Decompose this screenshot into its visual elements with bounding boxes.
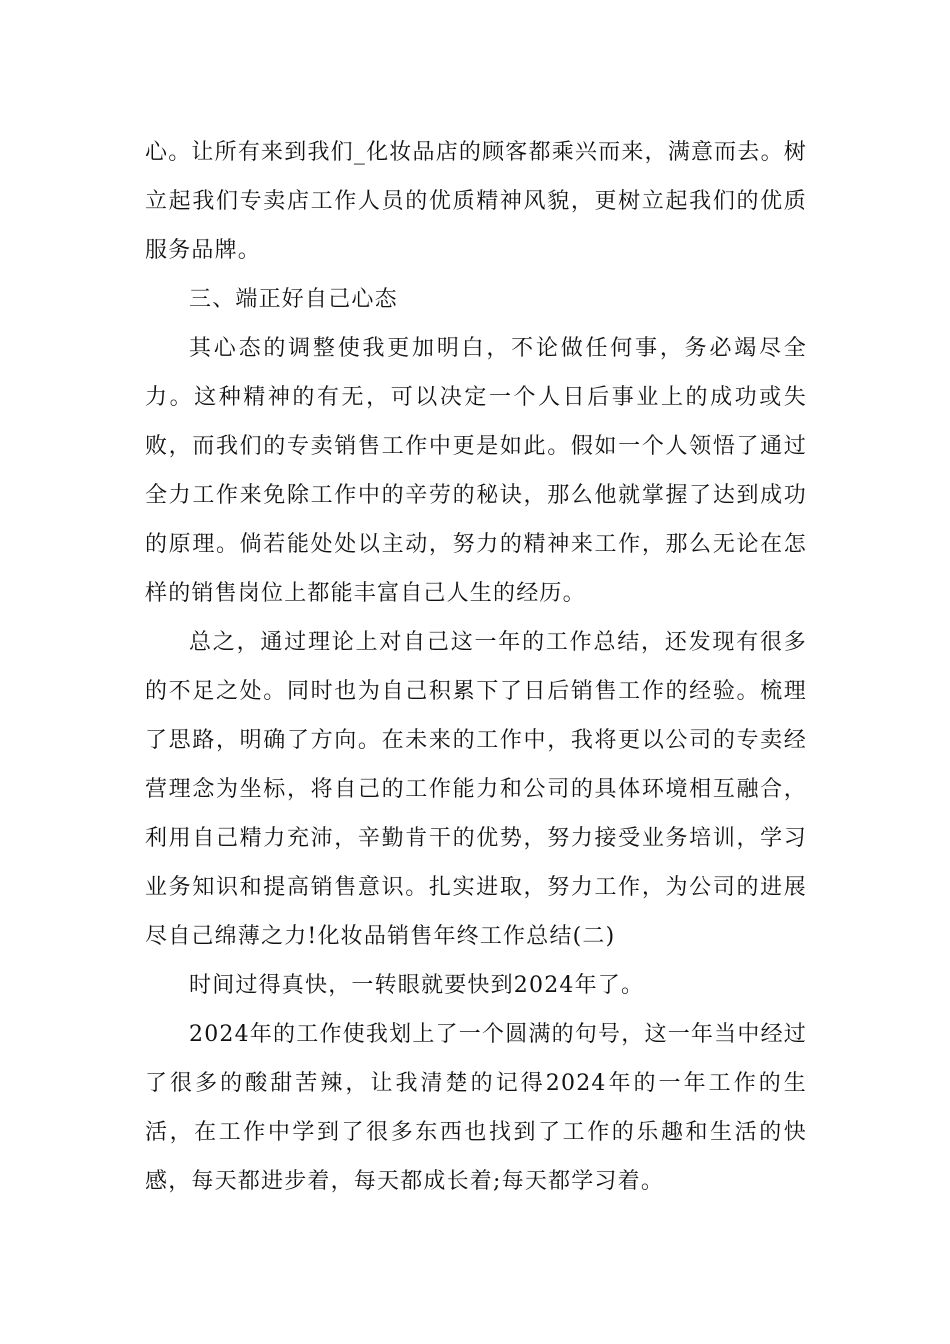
paragraph-1: 心。让所有来到我们_化妆品店的顾客都乘兴而来，满意而去。树立起我们专卖店工作人员的优质精神风貌，更树立起我们的优质服务品牌。	[145, 140, 807, 263]
paragraph-5: 时间过得真快，一转眼就要快到2024年了。	[189, 973, 645, 998]
section-heading: 三、端正好自己心态	[189, 287, 398, 312]
document-body	[145, 128, 807, 1206]
paragraph-6: 2024年的工作使我划上了一个圆满的句号，这一年当中经过了很多的酸甜苦辣，让我清楚的记得2024年的一年工作的生活，在工作中学到了很多东西也找到了工作的乐趣和生活的快感，每天都进步着，每天都成长着;每天都学习着。	[145, 1022, 807, 1194]
paragraph-4: 总之，通过理论上对自己这一年的工作总结，还发现有很多的不足之处。同时也为自己积累下了日后销售工作的经验。梳理了思路，明确了方向。在未来的工作中，我将更以公司的专卖经营理念为坐标，将自己的工作能力和公司的具体环境相互融合，利用自己精力充沛，辛勤肯干的优势，努力接受业务培训，学习业务知识和提高销售意识。扎实进取，努力工作，为公司的进展尽自己绵薄之力!化妆品销售年终工作总结(二)	[145, 630, 807, 949]
paragraph-3: 其心态的调整使我更加明白，不论做任何事，务必竭尽全力。这种精神的有无，可以决定一个人日后事业上的成功或失败，而我们的专卖销售工作中更是如此。假如一个人领悟了通过全力工作来免除工作中的辛劳的秘诀，那么他就掌握了达到成功的原理。倘若能处处以主动，努力的精神来工作，那么无论在怎样的销售岗位上都能丰富自己人生的经历。	[145, 336, 807, 606]
